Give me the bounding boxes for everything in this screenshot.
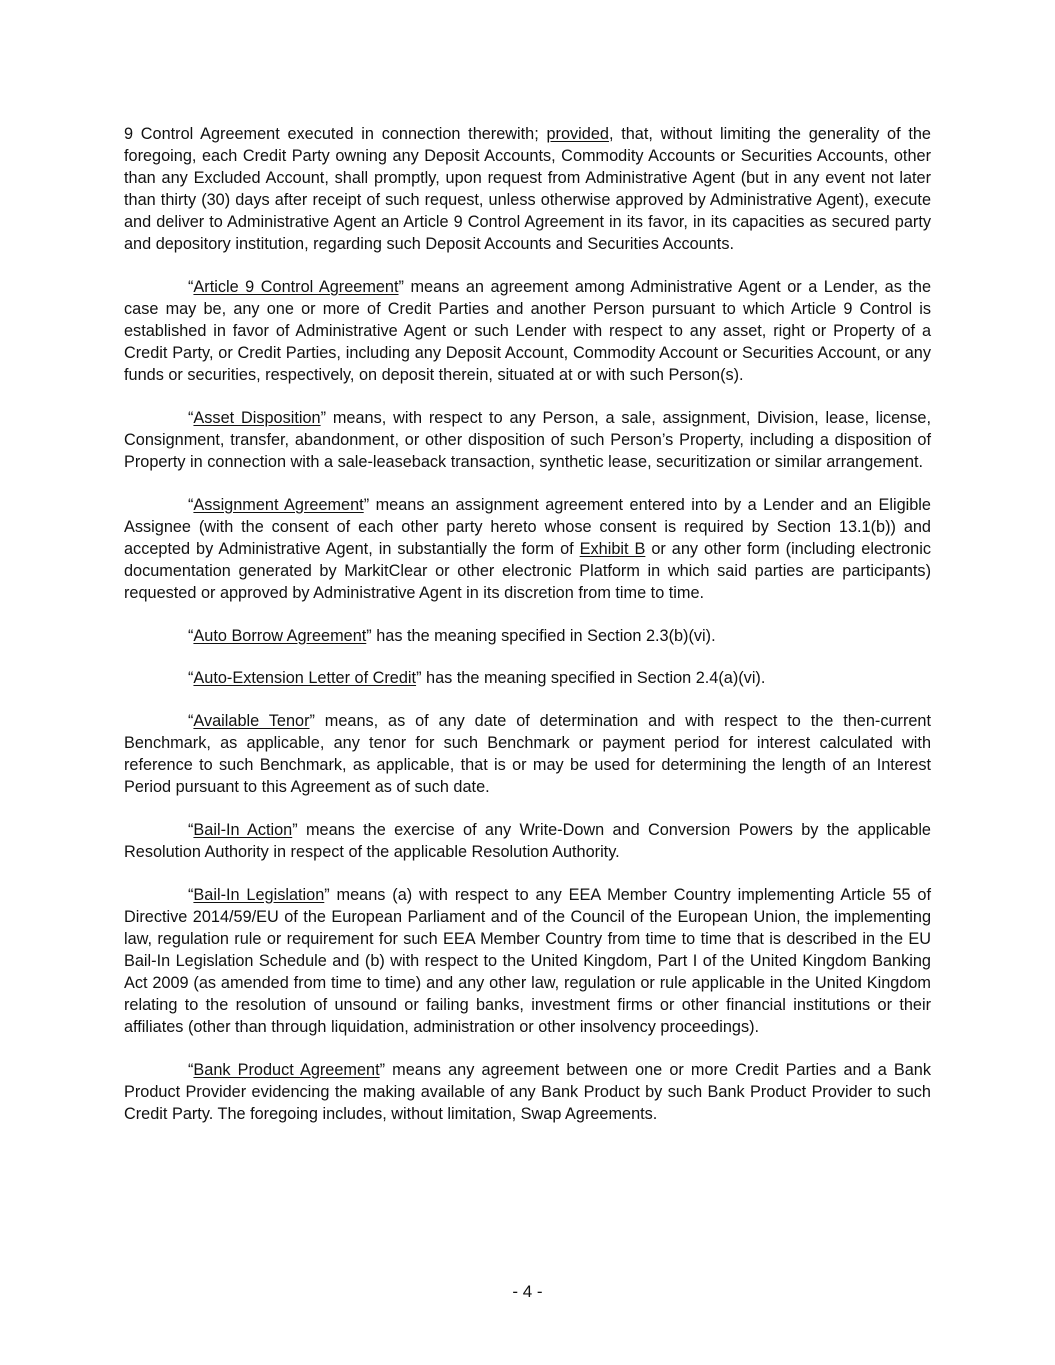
defined-term: Asset Disposition	[193, 409, 321, 428]
defined-term: Bank Product Agreement	[193, 1060, 380, 1079]
definition-paragraph	[124, 884, 931, 1039]
paragraph-text: “	[188, 1060, 194, 1079]
paragraph-text: , that, without limiting the generality of the foregoing, each Credit Party owning any Deposit Accounts, Commodity Accounts or Securities Accounts, other than any Excluded Account, shall promptly, upon request from Administrative Agent (but in any event not later than thirty (30) days after receipt of such request, unless otherwise approved by Administrative Agent), execute and deliver to Administrative Agent an Article 9 Control Agreement in its favor, in its capacities as secured party and depository institution, regarding such Deposit Accounts and Securities Accounts.	[124, 125, 931, 254]
defined-term: Exhibit B	[579, 540, 646, 558]
defined-term: provided	[546, 125, 609, 143]
definition-paragraph	[124, 123, 931, 256]
defined-term: Auto-Extension Letter of Credit	[193, 669, 417, 688]
definition-paragraph	[124, 407, 931, 473]
paragraph-text: “	[188, 409, 194, 428]
paragraph-text: ” means, with respect to any Person, a sale, assignment, Division, lease, license, Consignment, transfer, abandonment, or other disposition of such Person’s Property, including a disposition of Property in connection with a sale-leaseback transaction, synthetic lease, securitization or similar arrangement.	[124, 409, 931, 472]
definition-paragraph	[124, 710, 931, 798]
definition-paragraph	[124, 276, 931, 386]
page-number: - 4 -	[512, 1282, 543, 1301]
paragraph-text: ” means the exercise of any Write-Down and Conversion Powers by the applicable Resolution Authority in respect of the applicable Resolution Authority.	[124, 820, 931, 861]
paragraph-text: “	[188, 820, 194, 839]
paragraph-text: ” means any agreement between one or more Credit Parties and a Bank Product Provider evidencing the making available of any Bank Product by such Bank Product Provider to such Credit Party. The foregoing includes, without limitation, Swap Agreements.	[124, 1060, 931, 1123]
definition-paragraph	[124, 494, 931, 604]
paragraph-text: ” means, as of any date of determination and with respect to the then-current Benchmark, as applicable, any tenor for such Benchmark or payment period for interest calculated with reference to such Benchmark, as applicable, that is or may be used for determining the length of an Interest Period pursuant to this Agreement as of such date.	[124, 711, 931, 797]
definition-paragraph	[124, 819, 931, 863]
defined-term: Article 9 Control Agreement	[193, 278, 399, 297]
paragraph-text: “	[188, 626, 194, 645]
defined-term: Assignment Agreement	[193, 495, 364, 514]
paragraph-text: or any other form (including electronic documentation generated by MarkitClear or other electronic Platform in which said parties are participants) requested or approved by Administrative Agent in its discretion from time to time.	[124, 540, 931, 603]
definition-paragraph	[124, 667, 931, 689]
paragraph-text: ” means (a) with respect to any EEA Member Country implementing Article 55 of Directive 2014/59/EU of the European Parliament and of the Council of the European Union, the implementing law, regulation rule or requirement for such EEA Member Country from time to time that is described in the EU Bail-In Legislation Schedule and (b) with respect to the United Kingdom, Part I of the United Kingdom Banking Act 2009 (as amended from time to time) and any other law, regulation or rule applicable in the United Kingdom relating to the resolution of unsound or failing banks, investment firms or other financial institutions or their affiliates (other than through liquidation, administration or other insolvency proceedings).	[124, 885, 931, 1037]
paragraph-text: “	[188, 278, 194, 297]
paragraph-text: ” means an agreement among Administrative Agent or a Lender, as the case may be, any one or more of Credit Parties and another Person pursuant to which Article 9 Control is established in favor of Administrative Agent or such Lender with respect to any asset, right or Property of a Credit Party, or Credit Parties, including any Deposit Account, Commodity Account or Securities Account, or any funds or securities, respectively, on deposit therein, situated at or with such Person(s).	[124, 278, 932, 385]
definition-paragraph	[124, 625, 931, 647]
paragraph-text: 9 Control Agreement executed in connection therewith;	[124, 125, 547, 143]
paragraph-text: ” means an assignment agreement entered into by a Lender and an Eligible Assignee (with the consent of each other party hereto whose consent is required by Section 13.1(b)) and accepted by Administrative Agent, in substantially the form of	[124, 495, 931, 558]
document-body	[124, 123, 931, 1145]
defined-term: Bail-In Action	[193, 820, 293, 839]
paragraph-text: “	[188, 711, 194, 730]
defined-term: Bail-In Legislation	[193, 885, 325, 904]
paragraph-text: “	[188, 495, 194, 514]
defined-term: Available Tenor	[193, 711, 310, 730]
paragraph-text: ” has the meaning specified in Section 2.4(a)(vi).	[416, 669, 766, 688]
paragraph-text: “	[188, 669, 194, 688]
defined-term: Auto Borrow Agreement	[193, 626, 367, 645]
paragraph-text: “	[188, 885, 194, 904]
paragraph-text: ” has the meaning specified in Section 2.3(b)(vi).	[366, 626, 716, 645]
definition-paragraph	[124, 1059, 931, 1125]
